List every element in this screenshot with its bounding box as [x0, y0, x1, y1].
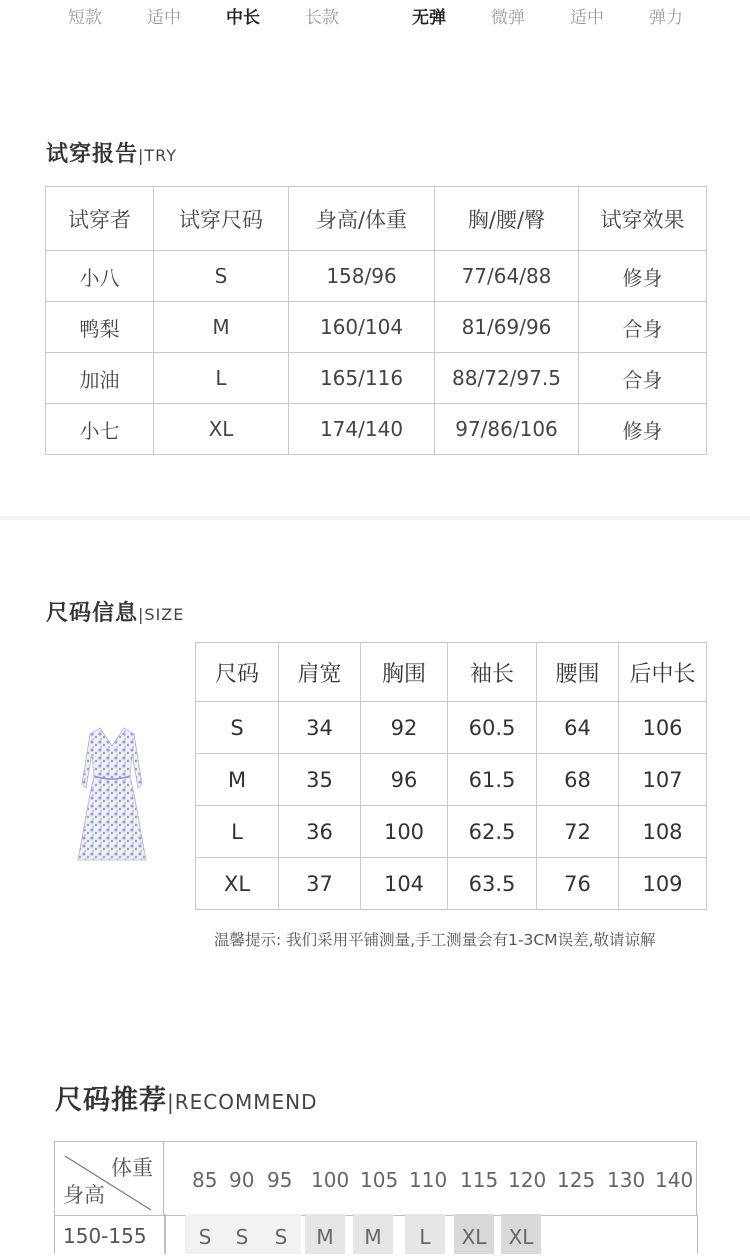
elasticity-option-slight: 微弹: [491, 8, 525, 28]
tester-size: S: [154, 251, 289, 302]
header-cell: 胸围: [361, 643, 448, 702]
recommend-size-cell: M: [305, 1214, 345, 1254]
table-row: [46, 353, 707, 404]
dress-product-image: [74, 724, 150, 864]
length-option-long: 长款: [305, 8, 339, 28]
recommend-size-cell: L: [405, 1214, 445, 1254]
weight-value: 85: [192, 1168, 218, 1192]
size-recommend-table: [54, 1141, 697, 1216]
table-header-row: [196, 643, 707, 702]
weight-value: 115: [460, 1168, 499, 1192]
recommend-size-cell: XL: [501, 1214, 541, 1254]
size-label: M: [196, 754, 279, 806]
shoulder-width: 36: [279, 806, 361, 858]
length-option-short: 短款: [68, 8, 102, 28]
tester-height-weight: 174/140: [289, 404, 435, 455]
size-label: XL: [196, 858, 279, 910]
shoulder-width: 35: [279, 754, 361, 806]
weights-list: [164, 1142, 696, 1215]
length-option-medium: 适中: [147, 8, 181, 28]
tester-measurements: 77/64/88: [435, 251, 579, 302]
weight-value: 125: [557, 1168, 596, 1192]
tester-fit: 修身: [579, 251, 707, 302]
sleeve-length: 62.5: [448, 806, 537, 858]
back-length: 109: [619, 858, 707, 910]
tester-name: 小八: [46, 251, 154, 302]
table-row: [196, 806, 707, 858]
sleeve-length: 60.5: [448, 702, 537, 754]
recommend-size-cell: S: [261, 1214, 301, 1254]
bust: 100: [361, 806, 448, 858]
height-axis-label: 身高: [63, 1183, 105, 1207]
header-cell: 试穿效果: [579, 187, 707, 251]
weight-value: 105: [360, 1168, 399, 1192]
recommend-size-cell: M: [353, 1214, 393, 1254]
size-recommend-subtitle: |RECOMMEND: [167, 1090, 318, 1114]
tester-height-weight: 160/104: [289, 302, 435, 353]
waist: 72: [537, 806, 619, 858]
header-cell: 肩宽: [279, 643, 361, 702]
table-row: [196, 754, 707, 806]
tester-name: 加油: [46, 353, 154, 404]
header-corner-cell: [55, 1142, 164, 1216]
header-cell: 尺码: [196, 643, 279, 702]
tester-name: 鸭梨: [46, 302, 154, 353]
size-info-table: [195, 642, 707, 910]
header-cell: 腰围: [537, 643, 619, 702]
try-report-table: [45, 186, 707, 455]
weight-axis-label: 体重: [111, 1156, 153, 1180]
tester-measurements: 97/86/106: [435, 404, 579, 455]
table-header-row: [46, 187, 707, 251]
tester-height-weight: 158/96: [289, 251, 435, 302]
measurement-note: 温馨提示: 我们采用平铺测量,手工测量会有1-3CM误差,敬请谅解: [214, 931, 656, 949]
tester-name: 小七: [46, 404, 154, 455]
tester-measurements: 81/69/96: [435, 302, 579, 353]
shoulder-width: 37: [279, 858, 361, 910]
section-divider: [0, 516, 750, 520]
table-row: [46, 251, 707, 302]
size-recommend-title: [55, 1078, 318, 1117]
size-label: L: [196, 806, 279, 858]
column-divider: [164, 1214, 166, 1254]
shoulder-width: 34: [279, 702, 361, 754]
elasticity-option-stretch: 弹力: [649, 8, 683, 28]
table-row: [46, 302, 707, 353]
elasticity-option-none: 无弹: [412, 8, 446, 28]
tester-fit: 合身: [579, 353, 707, 404]
height-range: 150-155: [63, 1224, 147, 1248]
table-row: [46, 404, 707, 455]
size-label: S: [196, 702, 279, 754]
size-recommend-title-text: 尺码推荐: [55, 1085, 167, 1116]
waist: 76: [537, 858, 619, 910]
bust: 92: [361, 702, 448, 754]
bust: 96: [361, 754, 448, 806]
back-length: 107: [619, 754, 707, 806]
header-cell: 袖长: [448, 643, 537, 702]
weight-value: 110: [409, 1168, 448, 1192]
sleeve-length: 61.5: [448, 754, 537, 806]
weight-value: 90: [229, 1168, 255, 1192]
tester-size: XL: [154, 404, 289, 455]
tester-fit: 修身: [579, 404, 707, 455]
tester-measurements: 88/72/97.5: [435, 353, 579, 404]
header-cell: 身高/体重: [289, 187, 435, 251]
size-info-subtitle: |SIZE: [138, 605, 185, 624]
tester-size: L: [154, 353, 289, 404]
size-info-title: [46, 596, 184, 627]
tester-height-weight: 165/116: [289, 353, 435, 404]
sleeve-length: 63.5: [448, 858, 537, 910]
try-report-title-text: 试穿报告: [46, 142, 139, 167]
header-cell: 试穿者: [46, 187, 154, 251]
size-info-title-text: 尺码信息: [46, 601, 139, 626]
tester-size: M: [154, 302, 289, 353]
header-cell: 胸/腰/臀: [435, 187, 579, 251]
weight-value: 140: [655, 1168, 694, 1192]
attribute-strip: [0, 0, 750, 34]
table-header-row: [55, 1142, 697, 1216]
table-row: [54, 1214, 698, 1254]
weight-value: 95: [267, 1168, 293, 1192]
weights-header-cell: [164, 1142, 697, 1216]
recommend-size-cell: S: [185, 1214, 225, 1254]
waist: 64: [537, 702, 619, 754]
length-option-mid-long: 中长: [226, 8, 260, 28]
header-cell: 试穿尺码: [154, 187, 289, 251]
back-length: 108: [619, 806, 707, 858]
weight-value: 130: [607, 1168, 646, 1192]
recommend-size-cell: S: [222, 1214, 262, 1254]
waist: 68: [537, 754, 619, 806]
header-cell: 后中长: [619, 643, 707, 702]
try-report-subtitle: |TRY: [138, 146, 178, 165]
weight-value: 120: [508, 1168, 547, 1192]
bust: 104: [361, 858, 448, 910]
recommend-size-cell: XL: [454, 1214, 494, 1254]
table-row: [196, 702, 707, 754]
try-report-title: [46, 137, 177, 168]
tester-fit: 合身: [579, 302, 707, 353]
back-length: 106: [619, 702, 707, 754]
elasticity-option-medium: 适中: [570, 8, 604, 28]
table-row: [196, 858, 707, 910]
weight-value: 100: [311, 1168, 350, 1192]
